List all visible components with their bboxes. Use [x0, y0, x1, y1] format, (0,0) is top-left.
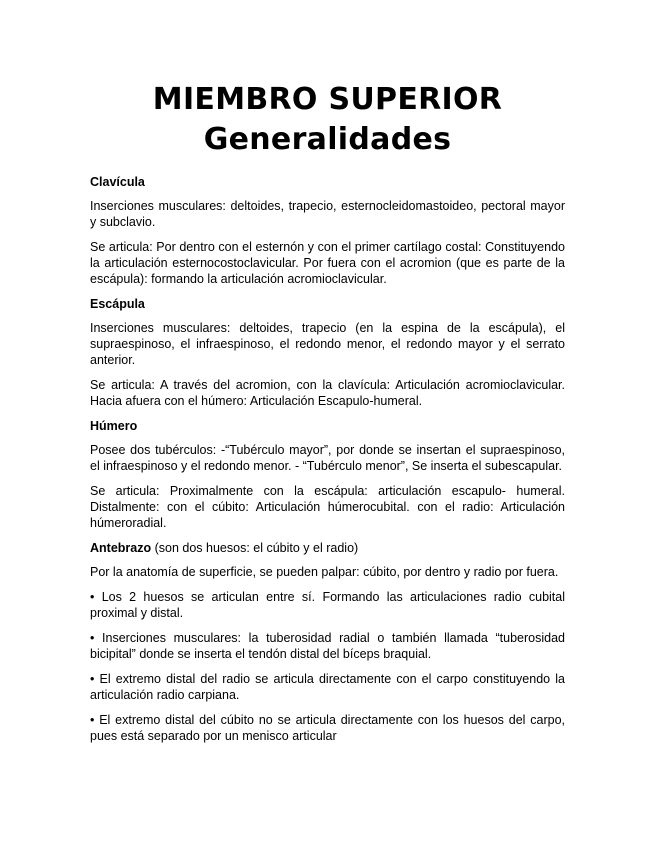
paragraph: Inserciones musculares: deltoides, trapecio (en la espina de la escápula), el supraespinoso, el infraespinoso, el redondo menor, el redondo mayor y el serrato anterior. [90, 321, 565, 367]
paragraph: Se articula: Por dentro con el esternón y con el primer cartílago costal: Constituyendo la articulación esternocostoclavicular. Por fuera con el acromion (que es parte de la escápula): formando la articulación acromioclavicular. [90, 240, 565, 286]
section-heading: Húmero [90, 419, 138, 433]
document-subtitle: Generalidades [203, 122, 452, 157]
section-escapula [90, 296, 565, 409]
section-heading: Clavícula [90, 175, 145, 189]
paragraph: Se articula: Proximalmente con la escápula: articulación escapulo- humeral. Distalmente: con el cúbito: Articulación húmerocubital. con el radio: Articulación húmeroradial. [90, 484, 565, 530]
paragraph: Inserciones musculares: deltoides, trapecio, esternocleidomastoideo, pectoral mayor y subclavio. [90, 199, 565, 229]
bullet-item: • Inserciones musculares: la tuberosidad radial o también llamada “tuberosidad bicipital” donde se inserta el tendón distal del bíceps braquial. [90, 631, 565, 661]
section-antebrazo [90, 540, 565, 744]
section-clavicula [90, 174, 565, 287]
bullet-item: • El extremo distal del cúbito no se articula directamente con los huesos del carpo, pues está separado por un menisco articular [90, 713, 565, 743]
paragraph: Por la anatomía de superficie, se pueden palpar: cúbito, por dentro y radio por fuera. [90, 565, 559, 579]
section-heading-note: (son dos huesos: el cúbito y el radio) [151, 541, 359, 555]
section-heading-label: Antebrazo [90, 541, 152, 555]
document-title: MIEMBRO SUPERIOR [152, 82, 503, 117]
section-heading [90, 540, 565, 556]
paragraph: Se articula: A través del acromion, con la clavícula: Articulación acromioclavicular. Hacia afuera con el húmero: Articulación Escapulo-humeral. [90, 378, 565, 408]
section-heading: Escápula [90, 297, 145, 311]
bullet-item: • El extremo distal del radio se articula directamente con el carpo constituyendo la articulación radio carpiana. [90, 672, 565, 702]
section-humero [90, 418, 565, 531]
bullet-item: • Los 2 huesos se articulan entre sí. Formando las articulaciones radio cubital proximal y distal. [90, 590, 565, 620]
paragraph: Posee dos tubérculos: -“Tubérculo mayor”, por donde se insertan el supraespinoso, el infraespinoso y el redondo menor. - “Tubérculo menor”, Se inserta el subescapular. [90, 443, 565, 473]
